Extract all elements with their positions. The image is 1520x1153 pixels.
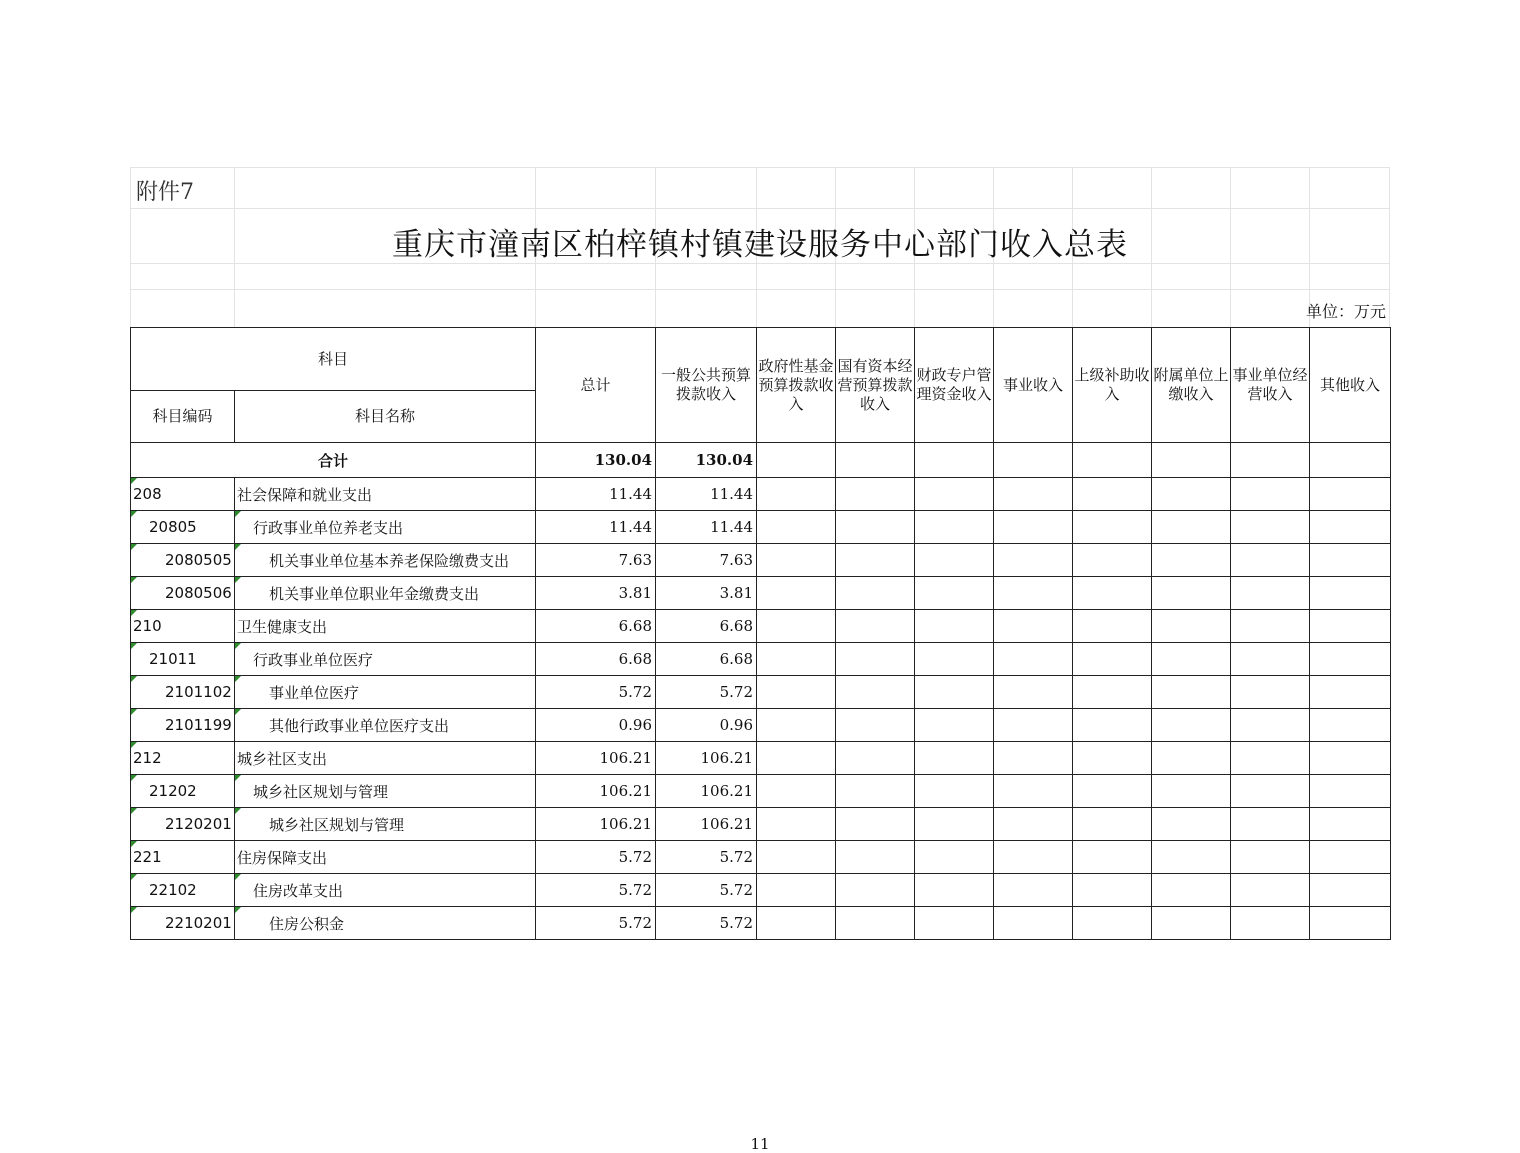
- spreadsheet-page: [130, 167, 1390, 1153]
- total-header: 总计: [536, 328, 656, 443]
- subject-name-cell: 住房公积金: [235, 907, 536, 940]
- subject-header: 科目: [131, 328, 536, 391]
- page-number: 11: [750, 1135, 770, 1153]
- page-title: 重庆市潼南区柏梓镇村镇建设服务中心部门收入总表: [392, 227, 1128, 263]
- total-row: [131, 443, 1391, 478]
- table-row: [131, 544, 1391, 577]
- table-row: [131, 808, 1391, 841]
- general-budget-header: 一般公共预算拨款收入: [656, 328, 757, 443]
- subject-name-cell: 事业单位医疗: [235, 676, 536, 709]
- business-income-header: 事业收入: [994, 328, 1073, 443]
- total-value-cell: 106.21: [536, 808, 656, 841]
- total-value-cell: 106.21: [536, 775, 656, 808]
- income-summary-table: [130, 327, 1391, 940]
- total-value-cell: 5.72: [536, 676, 656, 709]
- total-value-cell: 11.44: [536, 511, 656, 544]
- general-value-cell: 5.72: [656, 676, 757, 709]
- total-value-cell: 11.44: [536, 478, 656, 511]
- gov-fund-header: 政府性基金预算拨款收入: [757, 328, 836, 443]
- table-row: [131, 610, 1391, 643]
- table-row: [131, 676, 1391, 709]
- total-value-cell: 0.96: [536, 709, 656, 742]
- general-value-cell: 6.68: [656, 610, 757, 643]
- superior-subsidy-header: 上级补助收入: [1073, 328, 1152, 443]
- subject-name-cell: 城乡社区支出: [235, 742, 536, 775]
- general-value-cell: 3.81: [656, 577, 757, 610]
- table-row: [131, 874, 1391, 907]
- subject-code-cell: 2101102: [131, 676, 235, 709]
- subject-code-cell: 2080505: [131, 544, 235, 577]
- subject-code-cell: 2210201: [131, 907, 235, 940]
- subject-code-cell: 21202: [131, 775, 235, 808]
- general-value-cell: 6.68: [656, 643, 757, 676]
- total-value-cell: 5.72: [536, 874, 656, 907]
- subject-name-cell: 社会保障和就业支出: [235, 478, 536, 511]
- subject-code-cell: 20805: [131, 511, 235, 544]
- total-label: 合计: [131, 443, 536, 478]
- general-value-cell: 106.21: [656, 775, 757, 808]
- sheet-header-area: [130, 167, 1390, 327]
- subject-name-cell: 其他行政事业单位医疗支出: [235, 709, 536, 742]
- subject-code-cell: 22102: [131, 874, 235, 907]
- table-row: [131, 742, 1391, 775]
- table-row: [131, 511, 1391, 544]
- table-row: [131, 907, 1391, 940]
- subject-name-cell: 机关事业单位基本养老保险缴费支出: [235, 544, 536, 577]
- table-row: [131, 709, 1391, 742]
- subject-name-cell: 住房保障支出: [235, 841, 536, 874]
- total-value-cell: 3.81: [536, 577, 656, 610]
- subject-code-cell: 2120201: [131, 808, 235, 841]
- subject-name-cell: 卫生健康支出: [235, 610, 536, 643]
- fiscal-special-header: 财政专户管理资金收入: [915, 328, 994, 443]
- table-row: [131, 775, 1391, 808]
- general-value-cell: 11.44: [656, 478, 757, 511]
- affiliated-income-header: 附属单位上缴收入: [1152, 328, 1231, 443]
- attachment-label: 附件7: [136, 180, 194, 205]
- total-general-value: 130.04: [656, 443, 757, 478]
- subject-code-cell: 208: [131, 478, 235, 511]
- total-value-cell: 7.63: [536, 544, 656, 577]
- subject-code-cell: 21011: [131, 643, 235, 676]
- subject-code-cell: 210: [131, 610, 235, 643]
- subject-name-cell: 住房改革支出: [235, 874, 536, 907]
- subject-name-cell: 城乡社区规划与管理: [235, 775, 536, 808]
- general-value-cell: 106.21: [656, 742, 757, 775]
- total-value-cell: 5.72: [536, 907, 656, 940]
- general-value-cell: 5.72: [656, 874, 757, 907]
- total-value-cell: 6.68: [536, 610, 656, 643]
- state-capital-header: 国有资本经营预算拨款收入: [836, 328, 915, 443]
- subject-code-cell: 212: [131, 742, 235, 775]
- general-value-cell: 0.96: [656, 709, 757, 742]
- table-row: [131, 841, 1391, 874]
- unit-label: 单位：万元: [1305, 302, 1386, 321]
- total-value-cell: 6.68: [536, 643, 656, 676]
- total-value-cell: 5.72: [536, 841, 656, 874]
- general-value-cell: 7.63: [656, 544, 757, 577]
- other-income-header: 其他收入: [1310, 328, 1391, 443]
- table-row: [131, 643, 1391, 676]
- subject-name-header: 科目名称: [235, 391, 536, 443]
- total-total-value: 130.04: [536, 443, 656, 478]
- general-value-cell: 5.72: [656, 841, 757, 874]
- subject-name-cell: 行政事业单位医疗: [235, 643, 536, 676]
- subject-name-cell: 城乡社区规划与管理: [235, 808, 536, 841]
- table-row: [131, 577, 1391, 610]
- subject-code-cell: 2080506: [131, 577, 235, 610]
- subject-code-header: 科目编码: [131, 391, 235, 443]
- subject-name-cell: 机关事业单位职业年金缴费支出: [235, 577, 536, 610]
- subject-code-cell: 221: [131, 841, 235, 874]
- general-value-cell: 5.72: [656, 907, 757, 940]
- table-row: [131, 478, 1391, 511]
- subject-code-cell: 2101199: [131, 709, 235, 742]
- general-value-cell: 11.44: [656, 511, 757, 544]
- operating-income-header: 事业单位经营收入: [1231, 328, 1310, 443]
- subject-name-cell: 行政事业单位养老支出: [235, 511, 536, 544]
- general-value-cell: 106.21: [656, 808, 757, 841]
- total-value-cell: 106.21: [536, 742, 656, 775]
